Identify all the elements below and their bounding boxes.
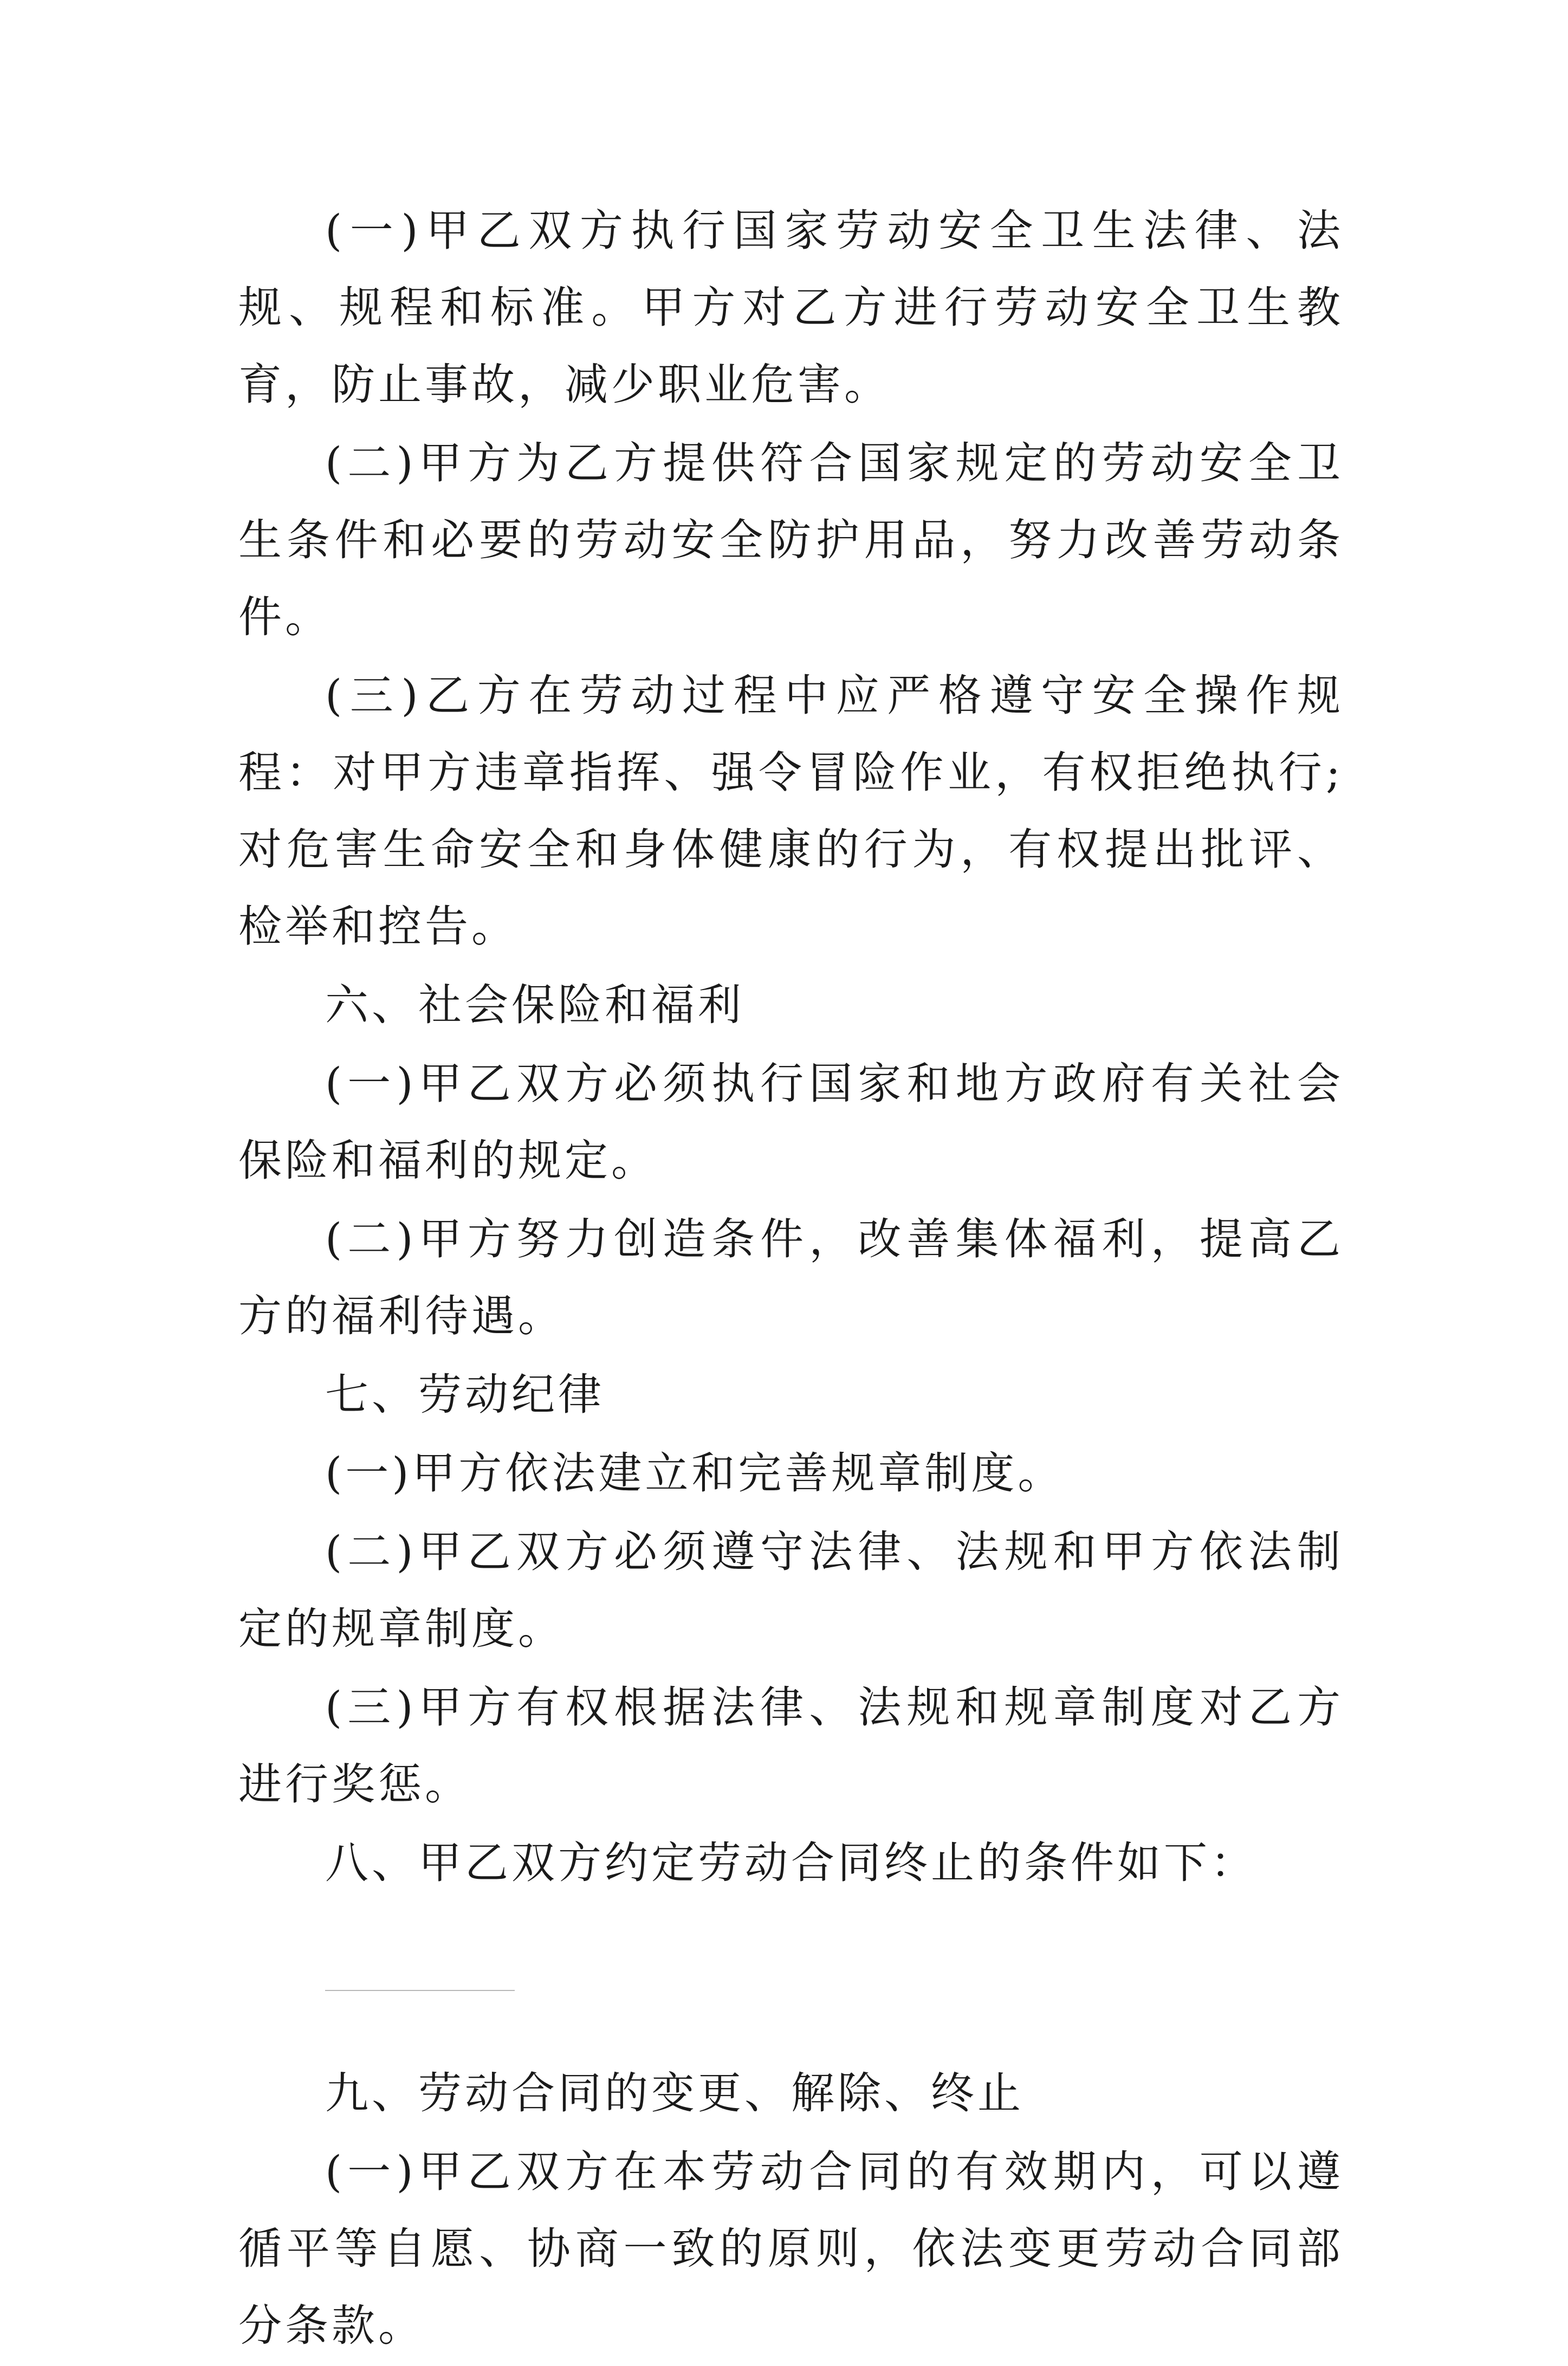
section-heading-contract-changes: 九、劳动合同的变更、解除、终止: [325, 2068, 1024, 2118]
clause-safety-3: (三)乙方在劳动过程中应严格遵守安全操作规程：对甲方违章指挥、强令冒险作业，有权拒绝执行;对危害生命安全和身体健康的行为，有权提出批评、检举和控告。: [238, 670, 1344, 952]
clause-changes-1: (一)甲乙双方在本劳动合同的有效期内，可以遵循平等自愿、协商一致的原则，依法变更劳动合同部分条款。: [238, 2147, 1344, 2351]
clause-discipline-2: (二)甲乙双方必须遵守法律、法规和甲方依法制定的规章制度。: [238, 1527, 1344, 1654]
clause-discipline-1: (一)甲方依法建立和完善规章制度。: [325, 1448, 1065, 1498]
section-heading-termination-conditions: 八、甲乙双方约定劳动合同终止的条件如下：: [325, 1838, 1257, 1888]
clause-safety-1: (一)甲乙双方执行国家劳动安全卫生法律、法规、规程和标准。甲方对乙方进行劳动安全卫生教育，防止事故，减少职业危害。: [238, 205, 1344, 410]
underline-rule: [325, 1990, 515, 1991]
blank-fill-line: [238, 1903, 1344, 2055]
clause-discipline-3: (三)甲方有权根据法律、法规和规章制度对乙方进行奖惩。: [238, 1682, 1344, 1809]
clause-safety-2: (二)甲方为乙方提供符合国家规定的劳动安全卫生条件和必要的劳动安全防护用品，努力改善劳动条件。: [238, 438, 1344, 642]
section-heading-discipline: 七、劳动纪律: [325, 1369, 605, 1420]
clause-insurance-1: (一)甲乙双方必须执行国家和地方政府有关社会保险和福利的规定。: [238, 1058, 1344, 1186]
section-heading-insurance: 六、社会保险和福利: [325, 980, 744, 1030]
clause-insurance-2: (二)甲方努力创造条件，改善集体福利，提高乙方的福利待遇。: [238, 1214, 1344, 1341]
document-body: [238, 192, 1344, 2366]
